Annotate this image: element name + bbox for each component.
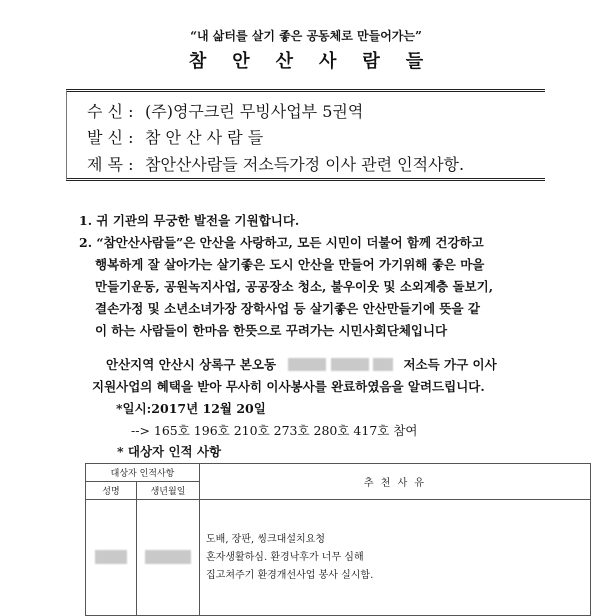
item-2-line-5: 이 하는 사람들이 한마음 한뜻으로 꾸려가는 시민사회단체입니다 <box>95 323 448 338</box>
recipient-table <box>85 463 591 616</box>
notice-line-2: 지원사업의 혜택을 받아 무사히 이사봉사를 완료하였음을 알려드립니다. <box>92 379 485 394</box>
redacted-name <box>95 550 127 564</box>
subject-row <box>87 152 464 175</box>
reason-line: 도배, 장판, 씽크대설치요청 <box>206 533 325 545</box>
target-heading: * 대상자 인적 사항 <box>117 444 222 459</box>
item-2-line-4: 결손가정 및 소년소녀가장 장학사업 등 살기좋은 안산만들기에 뜻을 같 <box>95 301 480 316</box>
organization-name: 참안산사람들 <box>188 51 450 72</box>
table-reason-header: 추 천 사 유 <box>200 464 591 500</box>
table-row <box>86 500 591 616</box>
name-cell <box>86 500 137 616</box>
redacted-address <box>373 358 393 371</box>
date-line: *일시:2017년 12월 20일 <box>116 401 266 416</box>
sender-row <box>87 125 263 148</box>
table-dob-header: 생년월일 <box>137 482 200 500</box>
sender-value: 참 안 산 사 람 들 <box>145 128 264 147</box>
redacted-dob <box>145 550 191 564</box>
subject-label: 제 목 : <box>87 155 134 174</box>
recipient-label: 수 신 : <box>87 102 134 121</box>
units-line: --> 165호 196호 210호 273호 280호 417호 참여 <box>131 423 418 438</box>
subject-value: 참안산사람들 저소득가정 이사 관련 인적사항. <box>145 155 465 174</box>
table-name-header: 성명 <box>86 482 137 500</box>
item-2-line-3: 만들기운동, 공원녹지사업, 공공장소 청소, 불우이웃 및 소외계층 돌보기, <box>95 279 494 294</box>
table-group-header: 대상자 인적사항 <box>86 464 200 482</box>
notice-line-1 <box>106 354 497 377</box>
redacted-address <box>331 358 369 371</box>
notice-prefix: 안산지역 안산시 상록구 본오동 <box>106 357 277 372</box>
recipient-row <box>87 99 363 122</box>
reason-line: 집고쳐주기 환경개선사업 봉사 실시함. <box>206 569 374 581</box>
item-2-line-1: 2. “참안산사람들”은 안산을 사랑하고, 모든 시민이 더불어 함께 건강하고 <box>79 235 484 250</box>
recipient-value: (주)영구크린 무빙사업부 5권역 <box>145 102 364 121</box>
item-1: 1. 귀 기관의 무궁한 발전을 기원합니다. <box>79 213 300 228</box>
item-2-line-2: 행복하게 잘 살아가는 살기좋은 도시 안산을 만들어 가기위해 좋은 마을 <box>95 257 485 272</box>
sender-label: 발 신 : <box>87 128 134 147</box>
slogan: “내 삶터를 살기 좋은 공동체로 만들어가는” <box>190 29 422 43</box>
dob-cell <box>137 500 200 616</box>
reason-cell <box>200 500 591 616</box>
memo-header-box <box>66 89 545 181</box>
redacted-address <box>288 358 326 371</box>
notice-suffix: 저소득 가구 이사 <box>403 357 497 372</box>
reason-line: 혼자생활하심. 환경낙후가 너무 심해 <box>206 551 364 563</box>
